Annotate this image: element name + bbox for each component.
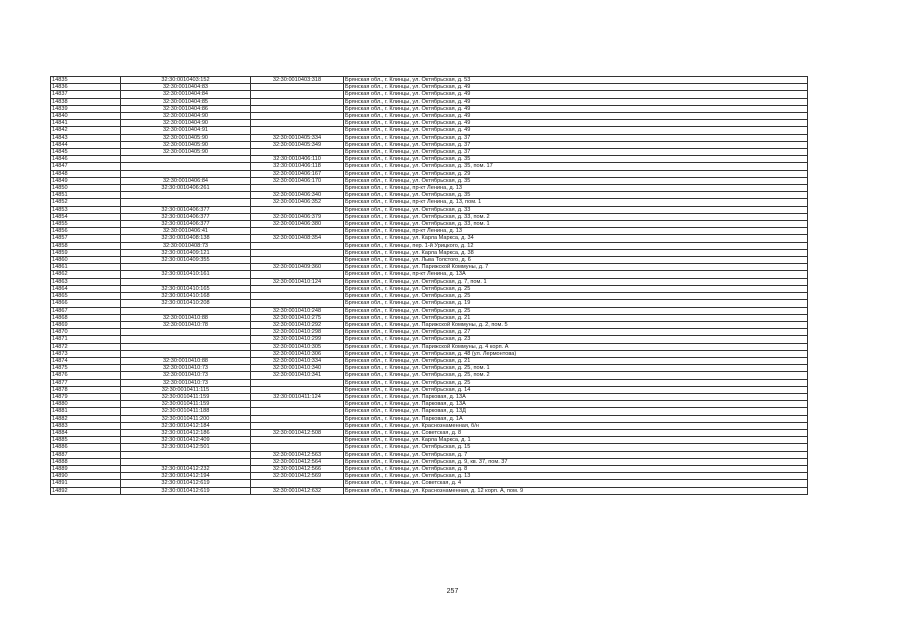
table-row (51, 257, 808, 264)
registry-table-body (51, 77, 808, 495)
row-number-cell: 14852 (51, 199, 121, 206)
parcel-number-cell: 32:30:0010406:84 (121, 177, 251, 184)
table-row (51, 480, 808, 487)
building-number-cell (251, 120, 344, 127)
table-row (51, 170, 808, 177)
parcel-number-cell (121, 307, 251, 314)
row-number-cell: 14876 (51, 372, 121, 379)
parcel-number-cell: 32:30:0010404:84 (121, 91, 251, 98)
address-cell: Брянская обл., г. Клинцы, пер. 1-й Урицкого, д. 12 (344, 242, 808, 249)
row-number-cell: 14841 (51, 120, 121, 127)
address-cell: Брянская обл., г. Клинцы, ул. Октябрьская, д. 53 (344, 77, 808, 84)
parcel-number-cell (121, 458, 251, 465)
address-cell: Брянская обл., г. Клинцы, ул. Октябрьская, д. 27 (344, 329, 808, 336)
address-cell: Брянская обл., г. Клинцы, ул. Парижской Коммуны, д. 4 корп. А (344, 343, 808, 350)
building-number-cell (251, 379, 344, 386)
building-number-cell: 32:30:0010403:318 (251, 77, 344, 84)
table-row (51, 307, 808, 314)
address-cell: Брянская обл., г. Клинцы, ул. Краснознаменная, б/н (344, 422, 808, 429)
parcel-number-cell: 32:30:0010412:409 (121, 437, 251, 444)
parcel-number-cell (121, 278, 251, 285)
building-number-cell: 32:30:0010406:110 (251, 156, 344, 163)
row-number-cell: 14885 (51, 437, 121, 444)
address-cell: Брянская обл., г. Клинцы, ул. Октябрьская, д. 25 (344, 307, 808, 314)
parcel-number-cell (121, 192, 251, 199)
building-number-cell: 32:30:0010412:566 (251, 465, 344, 472)
address-cell: Брянская обл., г. Клинцы, ул. Октябрьская, д. 35 (344, 177, 808, 184)
parcel-number-cell: 32:30:0010411:159 (121, 401, 251, 408)
table-row (51, 192, 808, 199)
table-row (51, 242, 808, 249)
building-number-cell (251, 105, 344, 112)
row-number-cell: 14890 (51, 473, 121, 480)
table-row (51, 199, 808, 206)
building-number-cell: 32:30:0010412:564 (251, 458, 344, 465)
row-number-cell: 14845 (51, 149, 121, 156)
table-row (51, 293, 808, 300)
parcel-number-cell (121, 199, 251, 206)
row-number-cell: 14860 (51, 257, 121, 264)
parcel-number-cell: 32:30:0010408:138 (121, 235, 251, 242)
address-cell: Брянская обл., г. Клинцы, ул. Октябрьская, д. 7, пом. 1 (344, 278, 808, 285)
table-row (51, 228, 808, 235)
building-number-cell: 32:30:0010410:306 (251, 350, 344, 357)
building-number-cell: 32:30:0010406:340 (251, 192, 344, 199)
address-cell: Брянская обл., г. Клинцы, ул. Октябрьская, д. 25, пом. 1 (344, 365, 808, 372)
parcel-number-cell: 32:30:0010409:355 (121, 257, 251, 264)
row-number-cell: 14858 (51, 242, 121, 249)
building-number-cell: 32:30:0010412:632 (251, 487, 344, 494)
building-number-cell (251, 113, 344, 120)
parcel-number-cell (121, 170, 251, 177)
row-number-cell: 14877 (51, 379, 121, 386)
table-row (51, 336, 808, 343)
parcel-number-cell: 32:30:0010405:90 (121, 141, 251, 148)
building-number-cell (251, 437, 344, 444)
table-row (51, 213, 808, 220)
building-number-cell (251, 422, 344, 429)
building-number-cell: 32:30:0010412:569 (251, 473, 344, 480)
row-number-cell: 14891 (51, 480, 121, 487)
address-cell: Брянская обл., г. Клинцы, ул. Октябрьская, д. 49 (344, 84, 808, 91)
parcel-number-cell: 32:30:0010410:73 (121, 365, 251, 372)
address-cell: Брянская обл., г. Клинцы, ул. Октябрьская, д. 29 (344, 170, 808, 177)
building-number-cell (251, 300, 344, 307)
building-number-cell: 32:30:0010406:352 (251, 199, 344, 206)
address-cell: Брянская обл., г. Клинцы, ул. Октябрьская, д. 9, кв. 37, пом. 37 (344, 458, 808, 465)
row-number-cell: 14837 (51, 91, 121, 98)
table-row (51, 84, 808, 91)
address-cell: Брянская обл., г. Клинцы, ул. Льва Толстого, д. 6 (344, 257, 808, 264)
table-row (51, 350, 808, 357)
registry-table (50, 76, 808, 495)
table-row (51, 141, 808, 148)
building-number-cell (251, 285, 344, 292)
row-number-cell: 14842 (51, 127, 121, 134)
parcel-number-cell: 32:30:0010412:501 (121, 444, 251, 451)
row-number-cell: 14835 (51, 77, 121, 84)
address-cell: Брянская обл., г. Клинцы, ул. Октябрьская, д. 37 (344, 141, 808, 148)
parcel-number-cell: 32:30:0010410:73 (121, 372, 251, 379)
table-row (51, 77, 808, 84)
address-cell: Брянская обл., г. Клинцы, ул. Октябрьская, д. 21 (344, 314, 808, 321)
parcel-number-cell: 32:30:0010408:73 (121, 242, 251, 249)
address-cell: Брянская обл., г. Клинцы, ул. Карла Маркса, д. 34 (344, 235, 808, 242)
table-row (51, 465, 808, 472)
building-number-cell (251, 206, 344, 213)
parcel-number-cell: 32:30:0010410:88 (121, 314, 251, 321)
address-cell: Брянская обл., г. Клинцы, ул. Октябрьская, д. 19 (344, 300, 808, 307)
building-number-cell: 32:30:0010410:340 (251, 365, 344, 372)
table-row (51, 134, 808, 141)
address-cell: Брянская обл., г. Клинцы, ул. Октябрьская, д. 8 (344, 465, 808, 472)
row-number-cell: 14855 (51, 221, 121, 228)
address-cell: Брянская обл., г. Клинцы, ул. Парковая, д. 13А (344, 401, 808, 408)
row-number-cell: 14857 (51, 235, 121, 242)
table-row (51, 271, 808, 278)
address-cell: Брянская обл., г. Клинцы, ул. Октябрьская, д. 49 (344, 105, 808, 112)
address-cell: Брянская обл., г. Клинцы, ул. Октябрьская, д. 49 (344, 120, 808, 127)
row-number-cell: 14868 (51, 314, 121, 321)
address-cell: Брянская обл., г. Клинцы, ул. Октябрьская, д. 21 (344, 357, 808, 364)
building-number-cell: 32:30:0010410:299 (251, 336, 344, 343)
row-number-cell: 14879 (51, 393, 121, 400)
address-cell: Брянская обл., г. Клинцы, пр-кт Ленина, д. 13А (344, 271, 808, 278)
parcel-number-cell: 32:30:0010410:73 (121, 379, 251, 386)
address-cell: Брянская обл., г. Клинцы, ул. Октябрьская, д. 25 (344, 285, 808, 292)
address-cell: Брянская обл., г. Клинцы, ул. Октябрьская, д. 25 (344, 379, 808, 386)
address-cell: Брянская обл., г. Клинцы, ул. Октябрьская, д. 25 (344, 293, 808, 300)
row-number-cell: 14859 (51, 249, 121, 256)
building-number-cell (251, 271, 344, 278)
parcel-number-cell: 32:30:0010406:377 (121, 206, 251, 213)
row-number-cell: 14843 (51, 134, 121, 141)
parcel-number-cell: 32:30:0010412:232 (121, 465, 251, 472)
address-cell: Брянская обл., г. Клинцы, ул. Советская, д. 4 (344, 480, 808, 487)
parcel-number-cell (121, 336, 251, 343)
row-number-cell: 14856 (51, 228, 121, 235)
table-row (51, 415, 808, 422)
parcel-number-cell: 32:30:0010410:208 (121, 300, 251, 307)
row-number-cell: 14882 (51, 415, 121, 422)
row-number-cell: 14840 (51, 113, 121, 120)
parcel-number-cell (121, 264, 251, 271)
building-number-cell: 32:30:0010406:167 (251, 170, 344, 177)
row-number-cell: 14851 (51, 192, 121, 199)
building-number-cell: 32:30:0010412:563 (251, 451, 344, 458)
parcel-number-cell: 32:30:0010406:377 (121, 213, 251, 220)
parcel-number-cell: 32:30:0010411:200 (121, 415, 251, 422)
building-number-cell: 32:30:0010406:118 (251, 163, 344, 170)
parcel-number-cell: 32:30:0010404:91 (121, 127, 251, 134)
parcel-number-cell: 32:30:0010404:90 (121, 120, 251, 127)
address-cell: Брянская обл., г. Клинцы, ул. Парковая, д. 13Д (344, 408, 808, 415)
address-cell: Брянская обл., г. Клинцы, ул. Парковая, д. 13А (344, 393, 808, 400)
parcel-number-cell: 32:30:0010406:41 (121, 228, 251, 235)
address-cell: Брянская обл., г. Клинцы, ул. Октябрьская, д. 49 (344, 91, 808, 98)
row-number-cell: 14848 (51, 170, 121, 177)
table-row (51, 393, 808, 400)
table-row (51, 278, 808, 285)
table-row (51, 127, 808, 134)
parcel-number-cell: 32:30:0010405:90 (121, 149, 251, 156)
parcel-number-cell: 32:30:0010406:377 (121, 221, 251, 228)
address-cell: Брянская обл., г. Клинцы, ул. Октябрьская, д. 13 (344, 473, 808, 480)
parcel-number-cell (121, 350, 251, 357)
building-number-cell: 32:30:0010410:305 (251, 343, 344, 350)
address-cell: Брянская обл., г. Клинцы, ул. Октябрьская, д. 48 (ул. Лермонтова) (344, 350, 808, 357)
address-cell: Брянская обл., г. Клинцы, ул. Октябрьская, д. 49 (344, 98, 808, 105)
row-number-cell: 14849 (51, 177, 121, 184)
building-number-cell: 32:30:0010406:170 (251, 177, 344, 184)
building-number-cell (251, 228, 344, 235)
table-row (51, 458, 808, 465)
building-number-cell: 32:30:0010412:508 (251, 429, 344, 436)
row-number-cell: 14872 (51, 343, 121, 350)
building-number-cell (251, 408, 344, 415)
table-row (51, 285, 808, 292)
row-number-cell: 14861 (51, 264, 121, 271)
table-row (51, 105, 808, 112)
parcel-number-cell (121, 329, 251, 336)
parcel-number-cell: 32:30:0010412:184 (121, 422, 251, 429)
row-number-cell: 14880 (51, 401, 121, 408)
table-row (51, 264, 808, 271)
table-row (51, 372, 808, 379)
table-row (51, 113, 808, 120)
building-number-cell: 32:30:0010411:124 (251, 393, 344, 400)
building-number-cell: 32:30:0010408:354 (251, 235, 344, 242)
row-number-cell: 14854 (51, 213, 121, 220)
building-number-cell (251, 242, 344, 249)
address-cell: Брянская обл., г. Клинцы, ул. Парижской Коммуны, д. 7 (344, 264, 808, 271)
table-row (51, 235, 808, 242)
address-cell: Брянская обл., г. Клинцы, ул. Октябрьская, д. 49 (344, 127, 808, 134)
row-number-cell: 14881 (51, 408, 121, 415)
row-number-cell: 14884 (51, 429, 121, 436)
parcel-number-cell: 32:30:0010404:85 (121, 98, 251, 105)
row-number-cell: 14892 (51, 487, 121, 494)
address-cell: Брянская обл., г. Клинцы, ул. Октябрьская, д. 33 (344, 206, 808, 213)
row-number-cell: 14874 (51, 357, 121, 364)
address-cell: Брянская обл., г. Клинцы, ул. Карла Маркса, д. 1 (344, 437, 808, 444)
building-number-cell (251, 127, 344, 134)
building-number-cell (251, 149, 344, 156)
row-number-cell: 14873 (51, 350, 121, 357)
row-number-cell: 14887 (51, 451, 121, 458)
building-number-cell (251, 98, 344, 105)
table-row (51, 314, 808, 321)
row-number-cell: 14863 (51, 278, 121, 285)
table-row (51, 473, 808, 480)
table-row (51, 149, 808, 156)
address-cell: Брянская обл., г. Клинцы, ул. Октябрьская, д. 23 (344, 336, 808, 343)
table-row (51, 408, 808, 415)
row-number-cell: 14869 (51, 321, 121, 328)
building-number-cell (251, 257, 344, 264)
table-row (51, 451, 808, 458)
address-cell: Брянская обл., г. Клинцы, ул. Октябрьская, д. 33, пом. 2 (344, 213, 808, 220)
row-number-cell: 14864 (51, 285, 121, 292)
table-row (51, 437, 808, 444)
row-number-cell: 14844 (51, 141, 121, 148)
row-number-cell: 14871 (51, 336, 121, 343)
address-cell: Брянская обл., г. Клинцы, пр-кт Ленина, д. 13 (344, 228, 808, 235)
address-cell: Брянская обл., г. Клинцы, ул. Карла Маркса, д. 38 (344, 249, 808, 256)
page-number: 257 (446, 588, 459, 595)
parcel-number-cell: 32:30:0010403:152 (121, 77, 251, 84)
row-number-cell: 14850 (51, 185, 121, 192)
table-row (51, 487, 808, 494)
row-number-cell: 14866 (51, 300, 121, 307)
parcel-number-cell: 32:30:0010412:619 (121, 487, 251, 494)
table-row (51, 386, 808, 393)
row-number-cell: 14847 (51, 163, 121, 170)
address-cell: Брянская обл., г. Клинцы, ул. Октябрьская, д. 14 (344, 386, 808, 393)
row-number-cell: 14886 (51, 444, 121, 451)
address-cell: Брянская обл., г. Клинцы, ул. Октябрьская, д. 37 (344, 134, 808, 141)
building-number-cell (251, 444, 344, 451)
table-row (51, 365, 808, 372)
table-row (51, 177, 808, 184)
building-number-cell: 32:30:0010410:298 (251, 329, 344, 336)
building-number-cell (251, 91, 344, 98)
building-number-cell: 32:30:0010410:248 (251, 307, 344, 314)
address-cell: Брянская обл., г. Клинцы, ул. Краснознаменная, д. 12 корп. А, пом. 9 (344, 487, 808, 494)
table-row (51, 98, 808, 105)
parcel-number-cell (121, 163, 251, 170)
row-number-cell: 14839 (51, 105, 121, 112)
table-row (51, 120, 808, 127)
parcel-number-cell: 32:30:0010405:90 (121, 134, 251, 141)
address-cell: Брянская обл., г. Клинцы, ул. Парковая, д. 1А (344, 415, 808, 422)
building-number-cell: 32:30:0010406:380 (251, 221, 344, 228)
table-row (51, 185, 808, 192)
row-number-cell: 14870 (51, 329, 121, 336)
address-cell: Брянская обл., г. Клинцы, ул. Октябрьская, д. 37 (344, 149, 808, 156)
parcel-number-cell: 32:30:0010410:165 (121, 285, 251, 292)
address-cell: Брянская обл., г. Клинцы, ул. Октябрьская, д. 35 (344, 192, 808, 199)
building-number-cell (251, 185, 344, 192)
building-number-cell (251, 386, 344, 393)
parcel-number-cell: 32:30:0010410:78 (121, 321, 251, 328)
table-row (51, 401, 808, 408)
building-number-cell (251, 293, 344, 300)
parcel-number-cell: 32:30:0010412:186 (121, 429, 251, 436)
building-number-cell (251, 401, 344, 408)
building-number-cell (251, 480, 344, 487)
building-number-cell: 32:30:0010409:360 (251, 264, 344, 271)
address-cell: Брянская обл., г. Клинцы, ул. Октябрьская, д. 35 (344, 156, 808, 163)
table-row (51, 422, 808, 429)
row-number-cell: 14867 (51, 307, 121, 314)
parcel-number-cell: 32:30:0010406:261 (121, 185, 251, 192)
parcel-number-cell: 32:30:0010411:115 (121, 386, 251, 393)
address-cell: Брянская обл., г. Клинцы, ул. Советская, д. 8 (344, 429, 808, 436)
building-number-cell (251, 249, 344, 256)
row-number-cell: 14846 (51, 156, 121, 163)
table-row (51, 379, 808, 386)
parcel-number-cell: 32:30:0010404:83 (121, 84, 251, 91)
building-number-cell: 32:30:0010405:334 (251, 134, 344, 141)
building-number-cell: 32:30:0010410:275 (251, 314, 344, 321)
building-number-cell (251, 415, 344, 422)
table-row (51, 329, 808, 336)
building-number-cell (251, 84, 344, 91)
table-row (51, 300, 808, 307)
address-cell: Брянская обл., г. Клинцы, ул. Октябрьская, д. 7 (344, 451, 808, 458)
parcel-number-cell: 32:30:0010410:88 (121, 357, 251, 364)
table-row (51, 91, 808, 98)
parcel-number-cell: 32:30:0010410:168 (121, 293, 251, 300)
parcel-number-cell: 32:30:0010410:161 (121, 271, 251, 278)
row-number-cell: 14875 (51, 365, 121, 372)
building-number-cell: 32:30:0010410:124 (251, 278, 344, 285)
building-number-cell: 32:30:0010410:334 (251, 357, 344, 364)
table-row (51, 357, 808, 364)
address-cell: Брянская обл., г. Клинцы, ул. Октябрьская, д. 49 (344, 113, 808, 120)
address-cell: Брянская обл., г. Клинцы, пр-кт Ленина, д. 13, пом. 1 (344, 199, 808, 206)
building-number-cell: 32:30:0010410:341 (251, 372, 344, 379)
table-row (51, 321, 808, 328)
row-number-cell: 14862 (51, 271, 121, 278)
address-cell: Брянская обл., г. Клинцы, ул. Октябрьская, д. 33, пом. 1 (344, 221, 808, 228)
parcel-number-cell (121, 156, 251, 163)
table-row (51, 156, 808, 163)
row-number-cell: 14836 (51, 84, 121, 91)
parcel-number-cell (121, 451, 251, 458)
table-row (51, 429, 808, 436)
address-cell: Брянская обл., г. Клинцы, ул. Октябрьская, д. 25, пом. 2 (344, 372, 808, 379)
parcel-number-cell: 32:30:0010409:121 (121, 249, 251, 256)
row-number-cell: 14889 (51, 465, 121, 472)
table-row (51, 444, 808, 451)
parcel-number-cell: 32:30:0010412:194 (121, 473, 251, 480)
address-cell: Брянская обл., г. Клинцы, ул. Парижской Коммуны, д. 2, пом. 5 (344, 321, 808, 328)
building-number-cell: 32:30:0010410:292 (251, 321, 344, 328)
table-row (51, 163, 808, 170)
parcel-number-cell: 32:30:0010404:90 (121, 113, 251, 120)
row-number-cell: 14888 (51, 458, 121, 465)
address-cell: Брянская обл., г. Клинцы, ул. Октябрьская, д. 35, пом. 17 (344, 163, 808, 170)
address-cell: Брянская обл., г. Клинцы, ул. Октябрьская, д. 15 (344, 444, 808, 451)
row-number-cell: 14878 (51, 386, 121, 393)
parcel-number-cell: 32:30:0010411:188 (121, 408, 251, 415)
table-row (51, 221, 808, 228)
parcel-number-cell: 32:30:0010404:86 (121, 105, 251, 112)
row-number-cell: 14838 (51, 98, 121, 105)
table-row (51, 343, 808, 350)
parcel-number-cell: 32:30:0010411:159 (121, 393, 251, 400)
address-cell: Брянская обл., г. Клинцы, пр-кт Ленина, д. 13 (344, 185, 808, 192)
row-number-cell: 14853 (51, 206, 121, 213)
parcel-number-cell (121, 343, 251, 350)
parcel-number-cell: 32:30:0010412:619 (121, 480, 251, 487)
table-row (51, 249, 808, 256)
building-number-cell: 32:30:0010406:379 (251, 213, 344, 220)
row-number-cell: 14883 (51, 422, 121, 429)
building-number-cell: 32:30:0010405:349 (251, 141, 344, 148)
row-number-cell: 14865 (51, 293, 121, 300)
table-row (51, 206, 808, 213)
